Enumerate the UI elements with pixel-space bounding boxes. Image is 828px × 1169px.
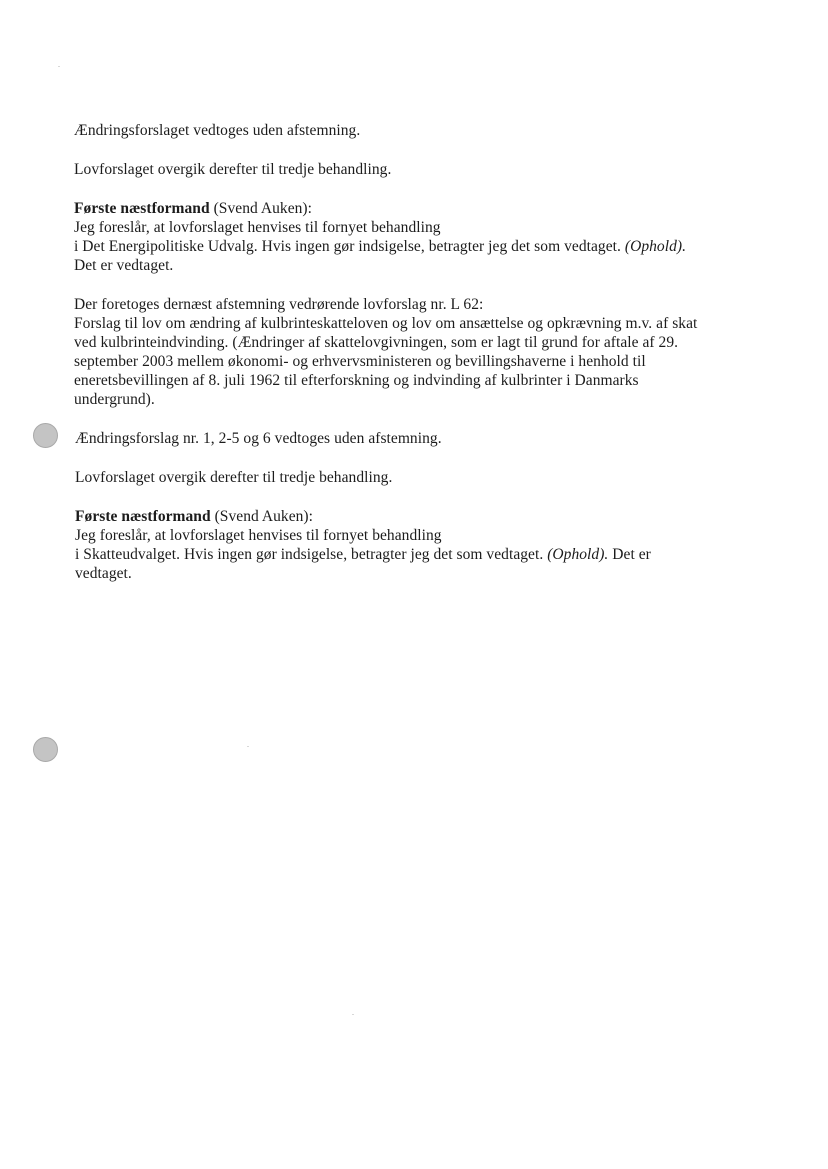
pause-marker-2: (Ophold).	[547, 546, 609, 563]
speaker-title-2: Første næstformand	[75, 508, 211, 525]
speaker-heading-2	[75, 507, 313, 526]
bill-title-line-2: ved kulbrinteindvinding. (Ændringer af skattelovgivningen, som er lagt til grund for aftale af 29.	[74, 334, 679, 351]
adopted-line-2: vedtaget.	[75, 565, 132, 582]
scan-speck	[247, 746, 249, 747]
third-reading-line: Lovforslaget overgik derefter til tredje behandling.	[74, 161, 392, 178]
speaker-title: Første næstformand	[74, 200, 210, 217]
scan-speck	[58, 66, 60, 67]
amendment-adopted-line: Ændringsforslaget vedtoges uden afstemning.	[74, 122, 361, 139]
speaker-name: (Svend Auken):	[209, 200, 313, 217]
adopted-line: Det er vedtaget.	[74, 257, 174, 274]
committee-line	[74, 237, 686, 256]
adopted-tail: Det er	[608, 546, 651, 563]
speaker-name-2: (Svend Auken):	[210, 508, 314, 525]
amendments-adopted-line: Ændringsforslag nr. 1, 2-5 og 6 vedtoges uden afstemning.	[75, 430, 442, 447]
third-reading-line-2: Lovforslaget overgik derefter til tredje behandling.	[75, 469, 393, 486]
bill-title-line-4: eneretsbevillingen af 8. juli 1962 til efterforskning og indvinding af kulbrinter i Danmarks	[74, 372, 639, 389]
committee-text: i Det Energipolitiske Udvalg. Hvis ingen gør indsigelse, betragter jeg det som vedtaget.	[74, 238, 625, 255]
punch-hole-upper	[33, 423, 58, 448]
bill-title-line-5: undergrund).	[74, 391, 155, 408]
bill-title-line-1: Forslag til lov om ændring af kulbrinteskatteloven og lov om ansættelse og opkrævning m.v. af skat	[74, 315, 698, 332]
scan-speck	[352, 1014, 354, 1015]
punch-hole-lower	[33, 737, 58, 762]
pause-marker: (Ophold).	[624, 238, 687, 255]
proposal-line-2: Jeg foreslår, at lovforslaget henvises til fornyet behandling	[75, 527, 442, 544]
proposal-line: Jeg foreslår, at lovforslaget henvises til fornyet behandling	[74, 219, 441, 236]
vote-intro-line: Der foretoges dernæst afstemning vedrørende lovforslag nr. L 62:	[74, 296, 484, 313]
committee-text-2: i Skatteudvalget. Hvis ingen gør indsigelse, betragter jeg det som vedtaget.	[75, 546, 548, 563]
bill-title-line-3: september 2003 mellem økonomi- og erhvervsministeren og bevillingshaverne i henhold til	[74, 353, 646, 370]
committee-line-2	[75, 545, 651, 564]
speaker-heading	[74, 199, 312, 218]
